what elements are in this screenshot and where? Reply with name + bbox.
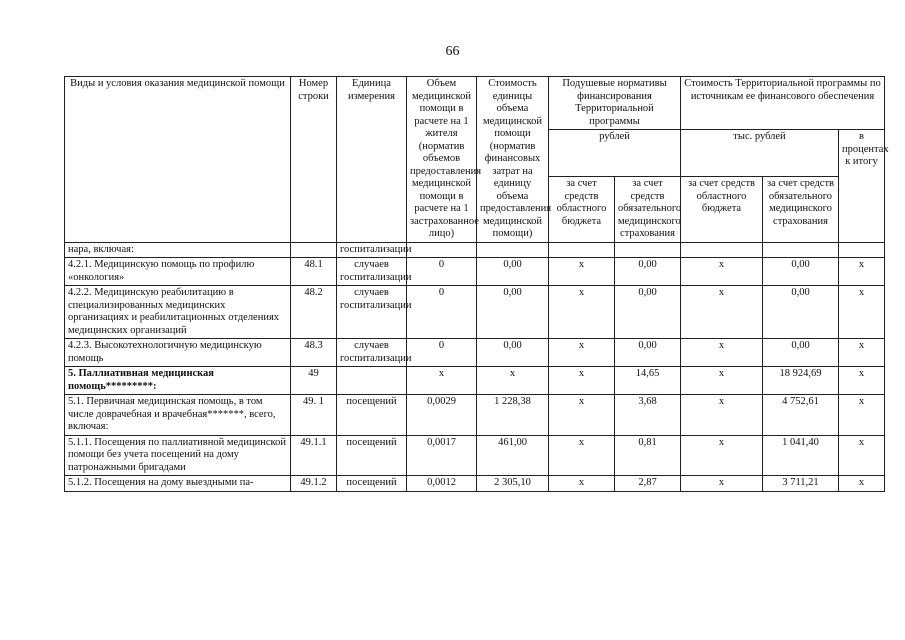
header-volume: Объем медицинской помощи в расчете на 1 жителя (норматив объемов предоставления медицинской помощи в расчете на 1 застрахованное лицо) — [407, 77, 477, 243]
row-pc-budget: х — [549, 339, 615, 367]
row-unit-cost: 0,00 — [477, 286, 549, 339]
row-name: 4.2.3. Высокотехнологичную медицинскую помощь — [65, 339, 291, 367]
header-unit-thousand-rub: тыс. рублей — [681, 130, 839, 177]
header-unit-cost: Стоимость единицы объема медицинской помощи (норматив финансовых затрат на единицу объема предоставления медицинской помощи) — [477, 77, 549, 243]
header-pc-oms: за счет средств обязательного медицинского страхования — [615, 177, 681, 243]
row-unit-cost: 0,00 — [477, 339, 549, 367]
row-unit: посещений — [337, 476, 407, 492]
row-pc-budget: х — [549, 286, 615, 339]
header-kind: Виды и условия оказания медицинской помощи — [65, 77, 291, 243]
row-pc-oms: 14,65 — [615, 367, 681, 395]
row-unit-cost: 1 228,38 — [477, 395, 549, 436]
row-tc-oms: 0,00 — [763, 258, 839, 286]
row-tc-budget: х — [681, 476, 763, 492]
row-pc-budget: х — [549, 258, 615, 286]
row-percent: х — [839, 395, 885, 436]
row-tc-oms — [763, 242, 839, 258]
row-tc-oms: 1 041,40 — [763, 435, 839, 476]
row-percent: х — [839, 435, 885, 476]
row-tc-budget: х — [681, 258, 763, 286]
row-number: 49 — [291, 367, 337, 395]
row-unit-cost: 2 305,10 — [477, 476, 549, 492]
row-name: 5.1.1. Посещения по паллиативной медицинской помощи без учета посещений на дому патронажными бригадами — [65, 435, 291, 476]
row-unit — [337, 367, 407, 395]
table-row — [65, 395, 885, 436]
header-row-number: Номер строки — [291, 77, 337, 243]
row-number: 49.1.2 — [291, 476, 337, 492]
row-number: 49. 1 — [291, 395, 337, 436]
row-number: 48.3 — [291, 339, 337, 367]
row-unit: случаев госпитализации — [337, 339, 407, 367]
row-pc-oms: 0,00 — [615, 258, 681, 286]
row-pc-oms: 0,81 — [615, 435, 681, 476]
page-number: 66 — [445, 44, 460, 59]
table-row — [65, 286, 885, 339]
row-tc-oms: 18 924,69 — [763, 367, 839, 395]
row-pc-oms: 3,68 — [615, 395, 681, 436]
row-unit: случаев госпитализации — [337, 286, 407, 339]
row-pc-oms: 2,87 — [615, 476, 681, 492]
row-tc-budget: х — [681, 435, 763, 476]
header-cost-group: Стоимость Территориальной программы по источникам ее финансового обеспечения — [681, 77, 885, 130]
table-row — [65, 242, 885, 258]
row-pc-budget — [549, 242, 615, 258]
header-unit-rub: рублей — [549, 130, 681, 177]
row-pc-budget: х — [549, 476, 615, 492]
row-volume: 0 — [407, 339, 477, 367]
row-unit-cost: 0,00 — [477, 258, 549, 286]
table-header — [65, 77, 889, 243]
row-pc-oms — [615, 242, 681, 258]
row-number: 49.1.1 — [291, 435, 337, 476]
row-name: 4.2.2. Медицинскую реабилитацию в специализированных медицинских организациях и реабилитационных отделениях медицинских организаций — [65, 286, 291, 339]
header-per-capita-group: Подушевые нормативы финансирования Территориальной программы — [549, 77, 681, 130]
row-volume: 0,0017 — [407, 435, 477, 476]
header-pc-budget: за счет средств областного бюджета — [549, 177, 615, 243]
row-tc-oms: 3 711,21 — [763, 476, 839, 492]
row-tc-oms: 0,00 — [763, 286, 839, 339]
table-body — [65, 242, 885, 491]
row-tc-budget: х — [681, 395, 763, 436]
row-unit: посещений — [337, 395, 407, 436]
row-number: 48.1 — [291, 258, 337, 286]
table-row — [65, 367, 885, 395]
row-unit: случаев госпитализации — [337, 258, 407, 286]
row-volume: 0 — [407, 286, 477, 339]
row-tc-budget: х — [681, 367, 763, 395]
row-name: 5.1.2. Посещения на дому выездными па- — [65, 476, 291, 492]
row-percent: х — [839, 286, 885, 339]
header-percent: в процентах к итогу — [839, 130, 885, 243]
row-number: 48.2 — [291, 286, 337, 339]
table-row — [65, 435, 885, 476]
table-row — [65, 339, 885, 367]
row-volume: 0,0012 — [407, 476, 477, 492]
row-percent: х — [839, 339, 885, 367]
row-unit-cost: х — [477, 367, 549, 395]
row-pc-budget: х — [549, 395, 615, 436]
row-pc-oms: 0,00 — [615, 286, 681, 339]
row-percent: х — [839, 476, 885, 492]
header-unit: Единица измерения — [337, 77, 407, 243]
row-name: 5.1. Первичная медицинская помощь, в том числе доврачебная и врачебная*******, всего, включая: — [65, 395, 291, 436]
row-unit-cost: 461,00 — [477, 435, 549, 476]
row-percent: х — [839, 367, 885, 395]
table-row — [65, 476, 885, 492]
row-unit: госпитализации — [337, 242, 407, 258]
header-tc-oms: за счет средств обязательного медицинского страхования — [763, 177, 839, 243]
row-volume: 0 — [407, 258, 477, 286]
row-percent — [839, 242, 885, 258]
row-name: нара, включая: — [65, 242, 291, 258]
row-tc-budget: х — [681, 286, 763, 339]
row-pc-oms: 0,00 — [615, 339, 681, 367]
row-tc-oms: 0,00 — [763, 339, 839, 367]
row-volume: 0,0029 — [407, 395, 477, 436]
row-percent: х — [839, 258, 885, 286]
row-unit: посещений — [337, 435, 407, 476]
row-unit-cost — [477, 242, 549, 258]
row-tc-budget: х — [681, 339, 763, 367]
row-tc-oms: 4 752,61 — [763, 395, 839, 436]
row-volume: х — [407, 367, 477, 395]
row-volume — [407, 242, 477, 258]
row-pc-budget: х — [549, 435, 615, 476]
header-tc-budget: за счет средств областного бюджета — [681, 177, 763, 243]
row-pc-budget: х — [549, 367, 615, 395]
row-name: 5. Паллиативная медицинская помощь*********: — [65, 367, 291, 395]
table-row — [65, 258, 885, 286]
row-number — [291, 242, 337, 258]
program-cost-table — [64, 76, 889, 492]
row-name: 4.2.1. Медицинскую помощь по профилю «онкология» — [65, 258, 291, 286]
row-tc-budget — [681, 242, 763, 258]
